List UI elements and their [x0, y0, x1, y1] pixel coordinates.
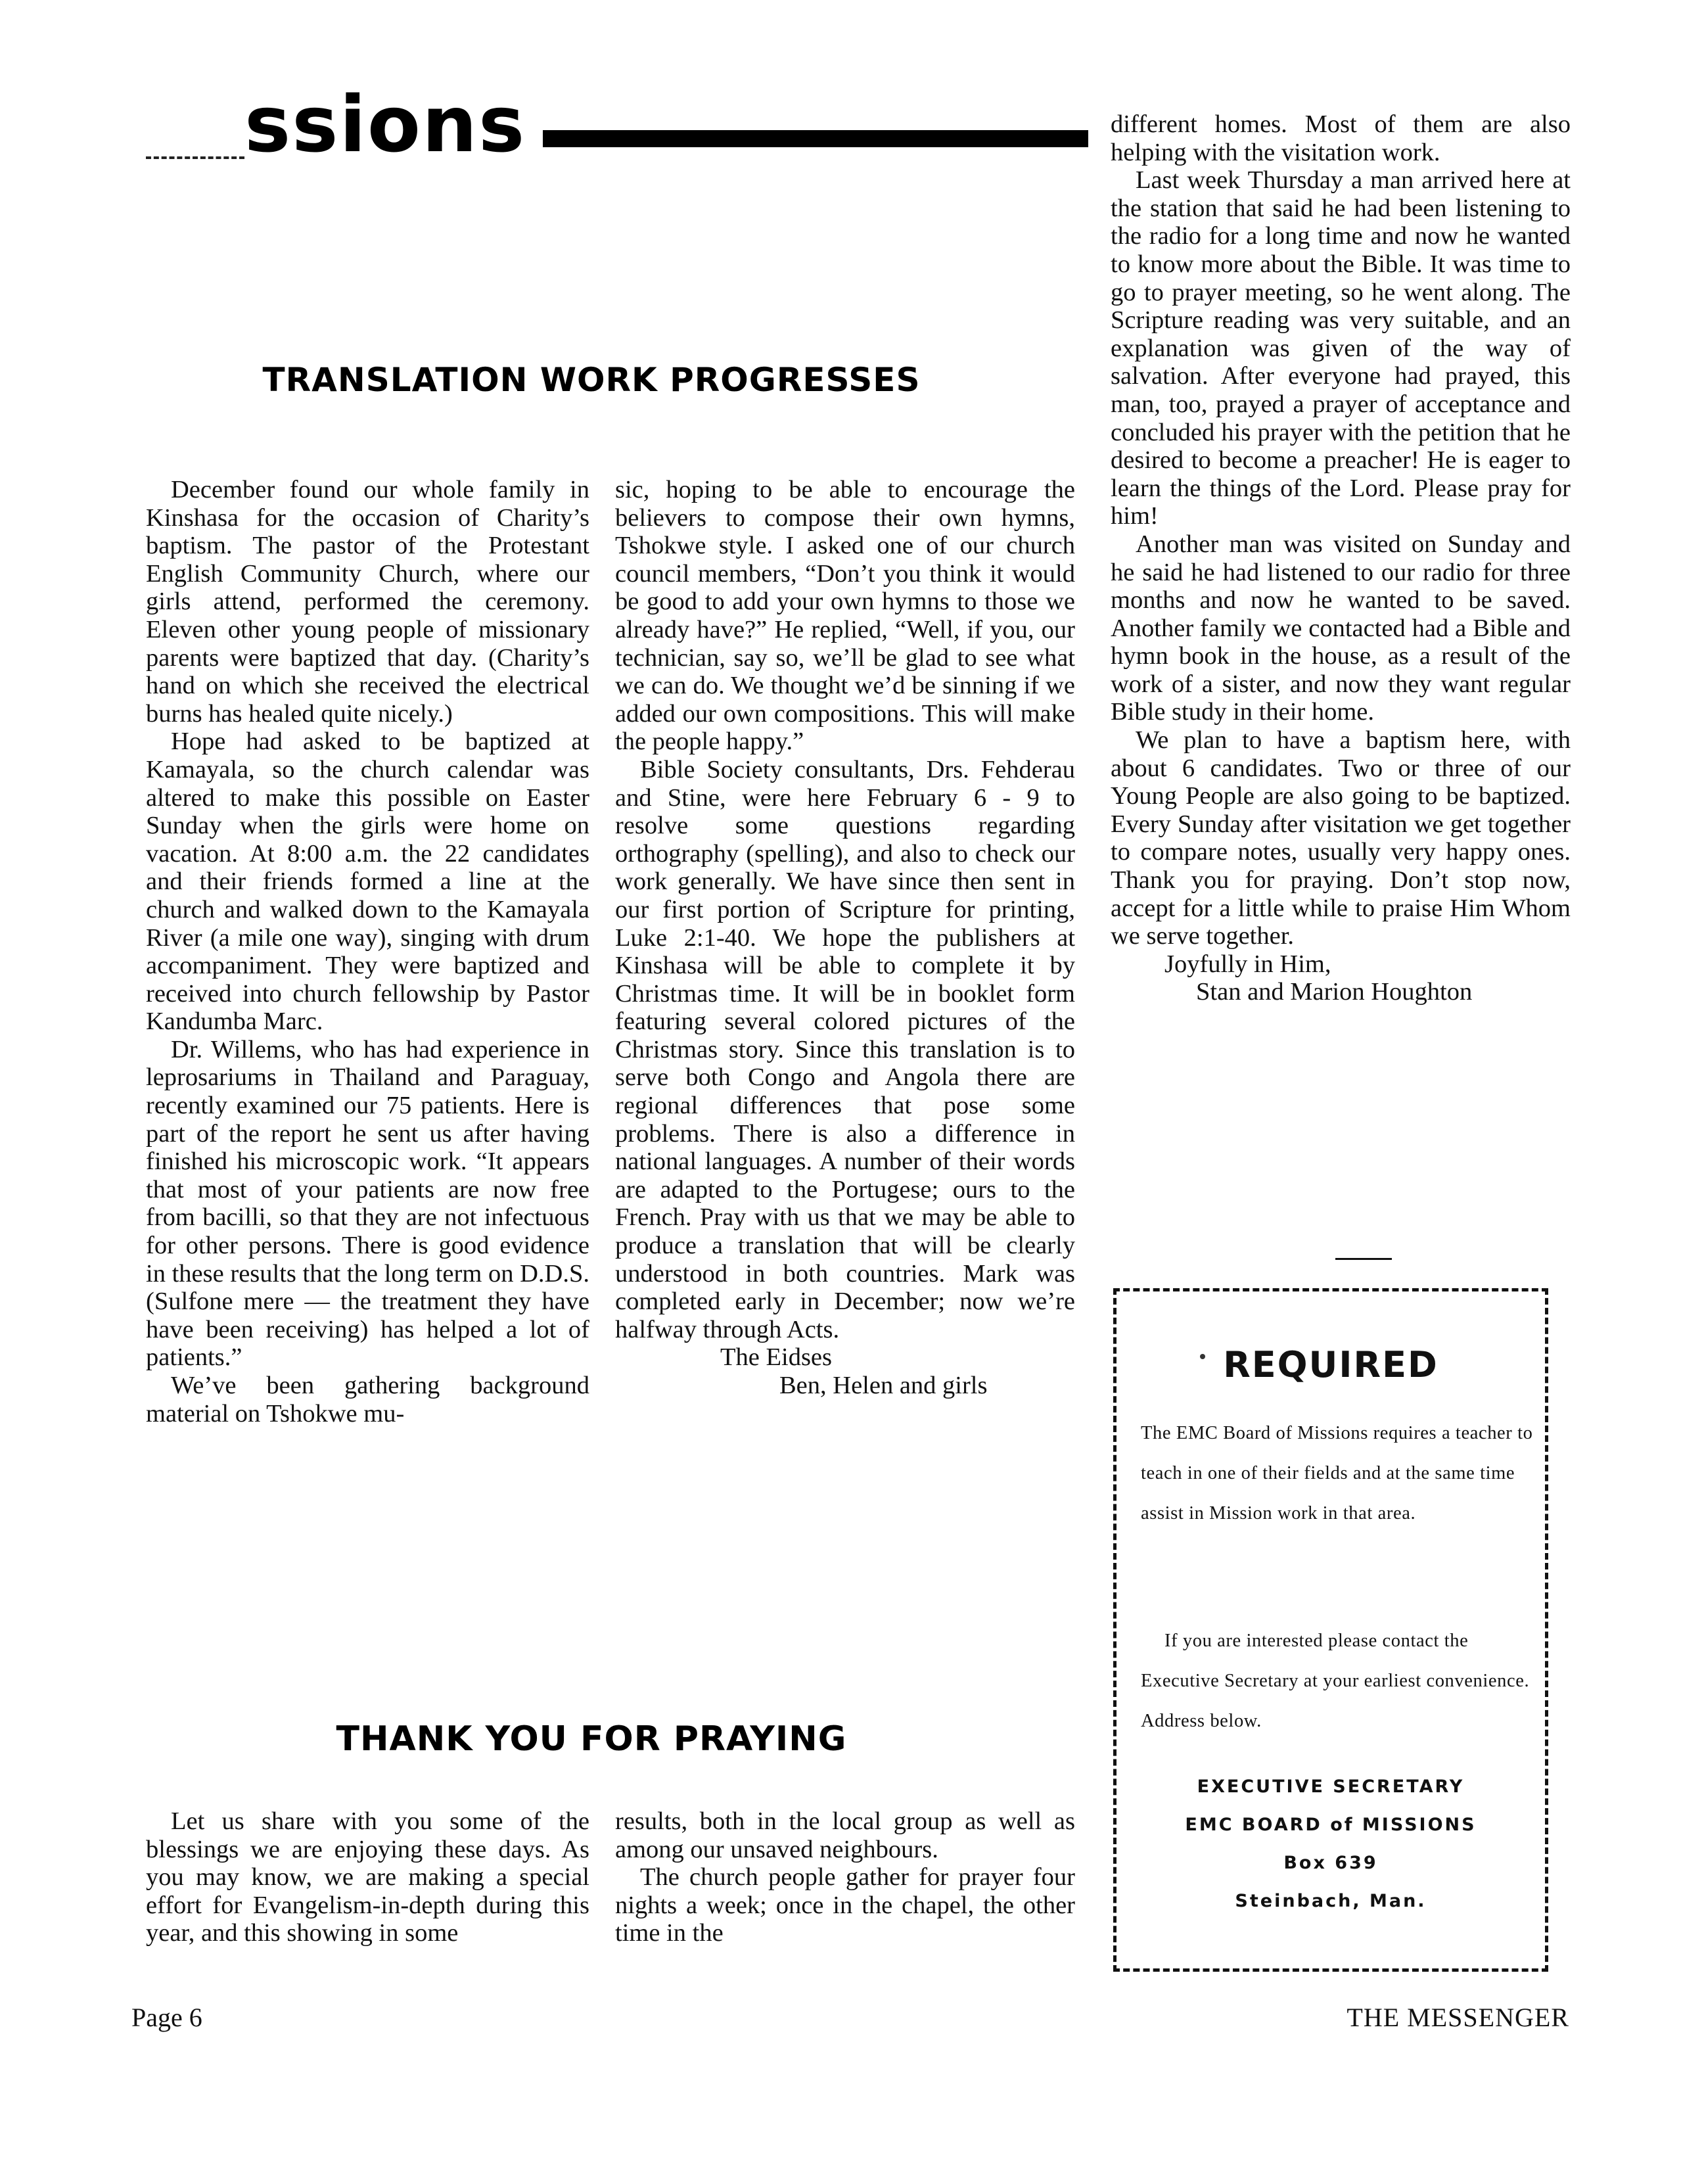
article1-paragraph: We’ve been gathering background material on Tshokwe mu- [146, 1372, 589, 1428]
required-notice-text [1141, 1413, 1535, 1533]
publication-name: THE MESSENGER [1347, 2003, 1569, 2032]
article2-column-1 [146, 1807, 589, 1947]
address-line: EXECUTIVE SECRETARY [1197, 1777, 1465, 1797]
required-notice-paragraph: The EMC Board of Missions requires a teacher to teach in one of their fields and at the same time assist in Mission work in that area. [1141, 1423, 1533, 1523]
article1-column-2 [615, 476, 1075, 1400]
signature-divider [1335, 1258, 1392, 1260]
article1-column-1 [146, 476, 589, 1428]
required-notice-address [1113, 1768, 1548, 1920]
article2-paragraph: The church people gather for prayer four nights a week; once in the chapel, the other time in the [615, 1863, 1075, 1947]
address-line: Steinbach, Man. [1235, 1891, 1427, 1911]
article2-column-3 [1111, 110, 1571, 1006]
masthead-title: ssions [244, 79, 526, 170]
article2-paragraph: results, both in the local group as well as among our unsaved neighbours. [615, 1807, 1075, 1863]
address-line: EMC BOARD of MISSIONS [1185, 1815, 1477, 1835]
article1-paragraph: sic, hoping to be able to encourage the believers to compose their own hymns, Tshokwe style. I asked one of our church council members, “Don’t you think it would be good to add your own hymns to those we already have?” He replied, “Well, if you, our technician, say so, we’ll be glad to see what we can do. We thought we’d be sinning if we added our own compositions. This will make the people happy.” [615, 476, 1075, 756]
article2-signature: Stan and Marion Houghton [1196, 978, 1473, 1006]
required-notice-contact [1141, 1621, 1535, 1741]
article2-paragraph: Another man was visited on Sunday and he said he had listened to our radio for three months and now he wanted to be saved. Another family we contacted had a Bible and hymn book in the house, as a result of the work of a sister, and now they want regular Bible study in their home. [1111, 530, 1571, 726]
page-number: Page 6 [131, 2003, 202, 2032]
article-headline-thank-you: THANK YOU FOR PRAYING [336, 1719, 847, 1759]
article1-paragraph: Hope had asked to be baptized at Kamayala, so the church calendar was altered to make this possible on Easter Sunday when the girls were home on vacation. At 8:00 a.m. the 22 candidates and their friends formed a line at the church and walked down to the Kamayala River (a mile one way), singing with drum accompaniment. They were baptized and received into church fellowship by Pastor Kandumba Marc. [146, 728, 589, 1036]
article2-paragraph: We plan to have a baptism here, with about 6 candidates. Two or three of our Young People are also going to be baptized. Every Sunday after visitation we get together to compare notes, usually very happy ones. Thank you for praying. Don’t stop now, accept for a little while to praise Him Whom we serve together. [1111, 726, 1571, 950]
article1-signature-family: The Eidses [720, 1343, 832, 1372]
required-notice-paragraph: If you are interested please contact the Executive Secretary at your earliest convenience. Address below. [1141, 1631, 1530, 1731]
article1-signature-names: Ben, Helen and girls [779, 1372, 988, 1399]
article1-paragraph: December found our whole family in Kinshasa for the occasion of Charity’s baptism. The pastor of the Protestant English Community Church, where our girls attend, performed the ceremony. Eleven other young people of missionary parents were baptized that day. (Charity’s hand on which she received the electrical burns has healed quite nicely.) [146, 476, 589, 728]
required-notice-title: REQUIRED [1223, 1344, 1439, 1385]
masthead-dashed-line [146, 156, 244, 162]
address-line: Box 639 [1283, 1853, 1378, 1873]
article1-paragraph: Bible Society consultants, Drs. Fehderau and Stine, were here February 6 - 9 to resolve some questions regarding orthography (spelling), and also to check our work generally. We have since then sent in our first portion of Scripture for printing, Luke 2:1-40. We hope the publishers at Kinshasa will be able to complete it by Christmas time. It will be in booklet form featuring several colored pictures of the Christmas story. Since this translation is to serve both Congo and Angola there are regional differences that pose some problems. There is also a difference in national languages. A number of their words are adapted to the Portugese; ours to the French. Pray with us that we may be able to produce a translation that will be clearly understood in both countries. Mark was completed early in December; now we’re halfway through Acts. [615, 755, 1075, 1343]
article2-column-2 [615, 1807, 1075, 1947]
article2-paragraph: Let us share with you some of the blessings we are enjoying these days. As you may know, we are making a special effort for Evangelism-in-depth during this year, and this showing in some [146, 1807, 589, 1947]
article2-paragraph: Last week Thursday a man arrived here at the station that said he had been listening to the radio for a long time and now he wanted to know more about the Bible. It was time to go to prayer meeting, so he went along. The Scripture reading was very suitable, and an explanation was given of the way of salvation. After everyone had prayed, this man, too, prayed a prayer of acceptance and concluded his prayer with the petition that he desired to become a preacher! He is eager to learn the things of the Lord. Please pray for him! [1111, 166, 1571, 530]
article2-closing: Joyfully in Him, [1164, 950, 1331, 978]
article2-paragraph: different homes. Most of them are also helping with the visitation work. [1111, 110, 1571, 166]
article1-paragraph: Dr. Willems, who has had experience in leprosariums in Thailand and Paraguay, recently examined our 75 patients. Here is part of the report he sent us after having finished his microscopic work. “It appears that most of your patients are now free from bacilli, so that they are not infectuous for other persons. There is good evidence in these results that the long term on D.D.S. (Sulfone mere — the treatment they have have been receiving) has helped a lot of patients.” [146, 1035, 589, 1372]
masthead-rule [543, 130, 1088, 147]
article-headline-translation: TRANSLATION WORK PROGRESSES [262, 361, 921, 399]
